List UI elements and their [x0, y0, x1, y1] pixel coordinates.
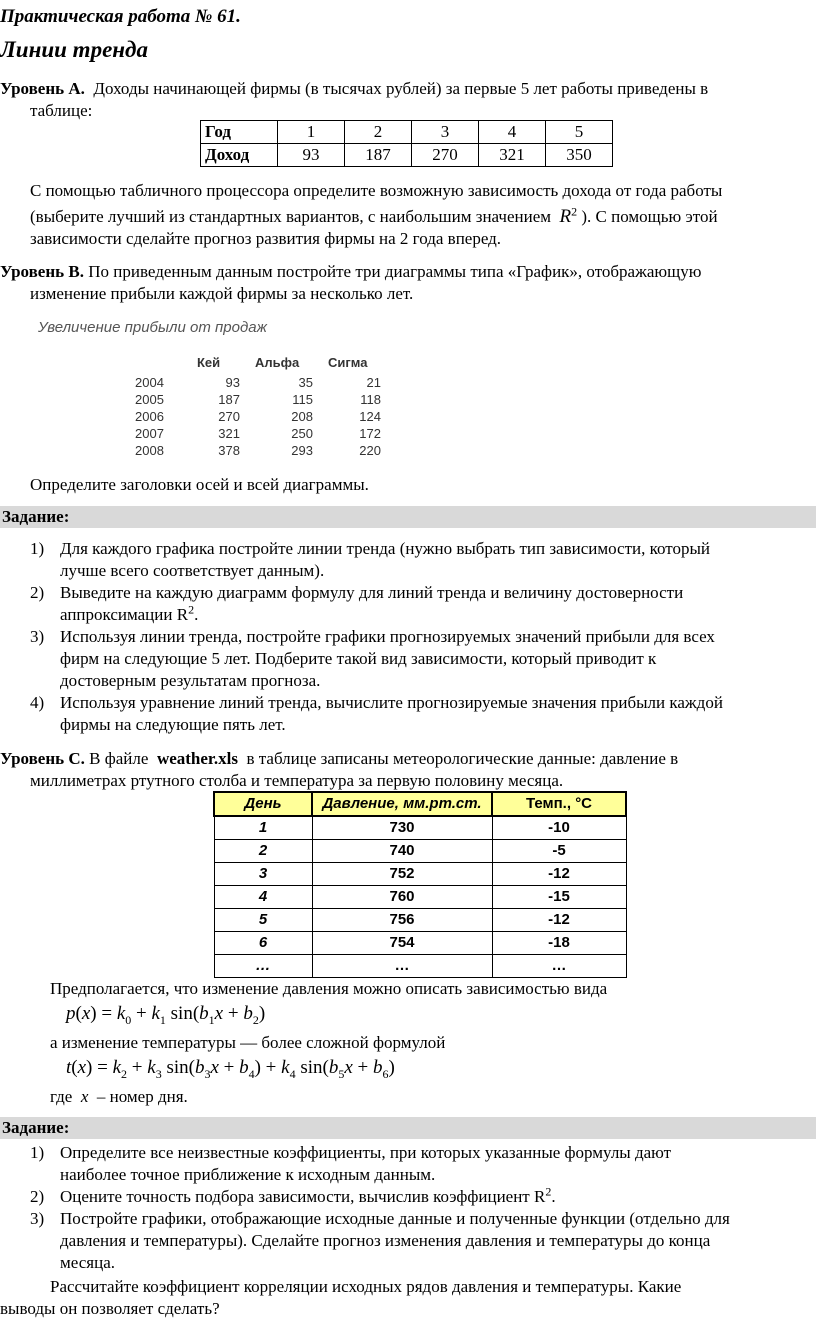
- temperature-formula: $t(x) = k_2 + k_3$ $\sin(b_3x + b_4) + k_4$ $\sin(b_5x + b_6)$: [66, 1057, 395, 1081]
- table-cell: 730: [312, 816, 492, 840]
- table-row: [214, 909, 626, 932]
- list-text: наиболее точное приближение к исходным данным.: [60, 1165, 436, 1184]
- table-cell: 760: [312, 886, 492, 909]
- level-c-p1: Предполагается, что изменение давления можно описать зависимостью вида: [50, 979, 608, 998]
- table-row: [201, 144, 613, 167]
- level-b-line1: [0, 261, 701, 283]
- col-sigma: Сигма: [328, 355, 368, 370]
- table-cell: 270: [412, 144, 479, 167]
- r-power: 2: [188, 602, 195, 617]
- table-cell: 756: [312, 909, 492, 932]
- list-item: [0, 582, 816, 626]
- task2-header: Задание:: [0, 1117, 816, 1139]
- profit-value: 220: [359, 443, 381, 458]
- table-cell: 4: [214, 886, 312, 909]
- table-row: [201, 121, 613, 144]
- table-cell: 3: [412, 121, 479, 144]
- table-cell: -10: [492, 816, 626, 840]
- table-cell: 6: [214, 932, 312, 955]
- table-header-income: Доход: [201, 144, 278, 167]
- level-c-text1b: в таблице записаны метеорологические данные: давление в: [246, 749, 679, 768]
- table-header-year: Год: [201, 121, 278, 144]
- list-text: Для каждого графика постройте линии тренда (нужно выбрать тип зависимости, который: [60, 539, 711, 558]
- table-row: [214, 886, 626, 909]
- list-text: месяца.: [60, 1253, 115, 1272]
- list-text: .: [194, 605, 199, 624]
- table-row: [214, 840, 626, 863]
- list-text: давления и температуры). Сделайте прогноз изменения давления и температуры до конца: [60, 1231, 711, 1250]
- table-cell: 350: [546, 144, 613, 167]
- table-row: [214, 816, 626, 840]
- table-cell: 740: [312, 840, 492, 863]
- level-c-line2: миллиметрах ртутного столба и температура за первую половину месяца.: [30, 771, 564, 790]
- list-text-end: [60, 604, 198, 626]
- level-b-text1: По приведенным данным постройте три диаграммы типа «График», отображающую: [88, 262, 702, 281]
- level-a-p2b: ). С помощью этой: [581, 207, 718, 226]
- table-cell: 754: [312, 932, 492, 955]
- list-num: 2): [30, 1187, 45, 1206]
- profit-year: 2004: [135, 375, 164, 390]
- level-a-line2: таблице:: [30, 101, 93, 120]
- table-header-row: [214, 792, 626, 816]
- list-text: фирм на следующие 5 лет. Подберите такой вид зависимости, который приводит к: [60, 649, 657, 668]
- x-symbol: x: [80, 1087, 89, 1106]
- list-text: аппроксимации R: [60, 605, 189, 624]
- task1-header: Задание:: [0, 506, 816, 528]
- profit-value: 115: [292, 392, 313, 407]
- table-cell: -5: [492, 840, 626, 863]
- profit-year: 2006: [135, 409, 164, 424]
- profit-value: 187: [218, 392, 240, 407]
- table-row: [214, 863, 626, 886]
- table-row: [214, 932, 626, 955]
- table-row: [214, 955, 626, 978]
- level-c-p3a: где: [50, 1087, 73, 1106]
- profit-value: 250: [291, 426, 313, 441]
- r-power: 2: [545, 1184, 552, 1199]
- header-pressure: Давление, мм.рт.ст.: [312, 792, 492, 816]
- list-num: 1): [30, 539, 45, 558]
- list-item: [0, 626, 816, 692]
- level-a-p1: С помощью табличного процессора определите возможную зависимость дохода от года работы: [30, 181, 723, 200]
- table-cell: 4: [479, 121, 546, 144]
- task2-list: [0, 1142, 816, 1274]
- table-cell: -18: [492, 932, 626, 955]
- profit-value: 93: [225, 375, 240, 390]
- list-text: .: [551, 1187, 556, 1206]
- table-cell: -12: [492, 863, 626, 886]
- list-item: [0, 1186, 816, 1208]
- profit-value: 118: [360, 392, 381, 407]
- r-symbol: R: [559, 206, 572, 227]
- table-cell: …: [214, 955, 312, 978]
- table-cell: …: [492, 955, 626, 978]
- profit-year: 2007: [135, 426, 164, 441]
- list-item: [0, 1142, 816, 1186]
- list-num: 3): [30, 1209, 45, 1228]
- weather-table: [213, 791, 627, 978]
- profit-table: [135, 352, 385, 462]
- table-cell: 93: [278, 144, 345, 167]
- table-cell: 3: [214, 863, 312, 886]
- r-power: 2: [571, 204, 578, 219]
- level-c-p2: а изменение температуры — более сложной формулой: [50, 1033, 446, 1052]
- level-a-line1: [0, 78, 816, 100]
- list-text: Постройте графики, отображающие исходные данные и полученные функции (отдельно для: [60, 1209, 730, 1228]
- doc-title: Практическая работа № 61.: [0, 6, 241, 27]
- level-b-label: Уровень B.: [0, 262, 84, 281]
- profit-value: 293: [291, 443, 313, 458]
- list-item: [0, 692, 816, 736]
- income-table: [200, 120, 613, 167]
- level-a-p3: зависимости сделайте прогноз развития фирмы на 2 года вперед.: [30, 229, 502, 248]
- table-cell: …: [312, 955, 492, 978]
- level-c-file: weather.xls: [156, 749, 238, 768]
- profit-image-title: Увеличение прибыли от продаж: [38, 319, 267, 336]
- list-text: лучше всего соответствует данным).: [60, 561, 325, 580]
- profit-value: 21: [366, 375, 381, 390]
- list-num: 3): [30, 627, 45, 646]
- list-num: 4): [30, 693, 45, 712]
- level-b-after: Определите заголовки осей и всей диаграммы.: [30, 475, 369, 494]
- list-text: Используя линии тренда, постройте графики прогнозируемых значений прибыли для всех: [60, 627, 715, 646]
- table-cell: 2: [214, 840, 312, 863]
- table-cell: 5: [214, 909, 312, 932]
- table-cell: 187: [345, 144, 412, 167]
- doc-subtitle: Линии тренда: [0, 37, 148, 62]
- col-alfa: Альфа: [255, 355, 300, 370]
- list-text: Оцените точность подбора зависимости, вычислив коэффициент R: [60, 1187, 546, 1206]
- list-text: Используя уравнение линий тренда, вычислите прогнозируемые значения прибыли каждой: [60, 693, 723, 712]
- profit-value: 172: [359, 426, 381, 441]
- level-c-p3b: – номер дня.: [96, 1087, 188, 1106]
- profit-year: 2005: [135, 392, 164, 407]
- level-a-label: Уровень А.: [0, 79, 85, 98]
- task1-list: [0, 538, 816, 736]
- profit-value: 124: [359, 409, 381, 424]
- header-day: День: [214, 792, 312, 816]
- list-text-end: [60, 1186, 556, 1208]
- list-text: фирмы на следующие пять лет.: [60, 715, 286, 734]
- level-a-p2: [30, 206, 718, 228]
- level-a-p2a: (выберите лучший из стандартных вариантов, с наибольшим значением: [30, 207, 552, 226]
- profit-value: 208: [291, 409, 313, 424]
- table-cell: -12: [492, 909, 626, 932]
- level-c-label: Уровень С.: [0, 749, 85, 768]
- list-item: [0, 1208, 816, 1274]
- level-c-text1a: В файле: [89, 749, 149, 768]
- list-text: Выведите на каждую диаграмм формулу для линий тренда и величину достоверности: [60, 583, 684, 602]
- list-num: 1): [30, 1143, 45, 1162]
- final-line2: выводы он позволяет сделать?: [0, 1299, 220, 1318]
- profit-value: 378: [218, 443, 240, 458]
- table-cell: 5: [546, 121, 613, 144]
- table-cell: -15: [492, 886, 626, 909]
- level-b-line2: изменение прибыли каждой фирмы за несколько лет.: [30, 284, 414, 303]
- pressure-formula: $p(x) = k_0 + k_1$ $\sin(b_1x + b_2)$: [66, 1003, 266, 1027]
- profit-value: 321: [218, 426, 240, 441]
- level-c-p3: [50, 1086, 188, 1108]
- final-line1: Рассчитайте коэффициент корреляции исходных рядов давления и температуры. Какие: [50, 1277, 682, 1296]
- header-temp: Темп., °С: [492, 792, 626, 816]
- profit-year: 2008: [135, 443, 164, 458]
- profit-value: 35: [298, 375, 313, 390]
- table-cell: 1: [278, 121, 345, 144]
- table-cell: 752: [312, 863, 492, 886]
- level-c-line1: [0, 748, 816, 770]
- table-cell: 321: [479, 144, 546, 167]
- level-a-text1: Доходы начинающей фирмы (в тысячах рублей) за первые 5 лет работы приведены в: [93, 79, 709, 98]
- list-item: [0, 538, 816, 582]
- list-text: Определите все неизвестные коэффициенты, при которых указанные формулы дают: [60, 1143, 672, 1162]
- table-cell: 2: [345, 121, 412, 144]
- list-num: 2): [30, 583, 45, 602]
- table-cell: 1: [214, 816, 312, 840]
- col-kei: Кей: [197, 355, 221, 370]
- list-text: достоверным результатам прогноза.: [60, 671, 321, 690]
- profit-value: 270: [218, 409, 240, 424]
